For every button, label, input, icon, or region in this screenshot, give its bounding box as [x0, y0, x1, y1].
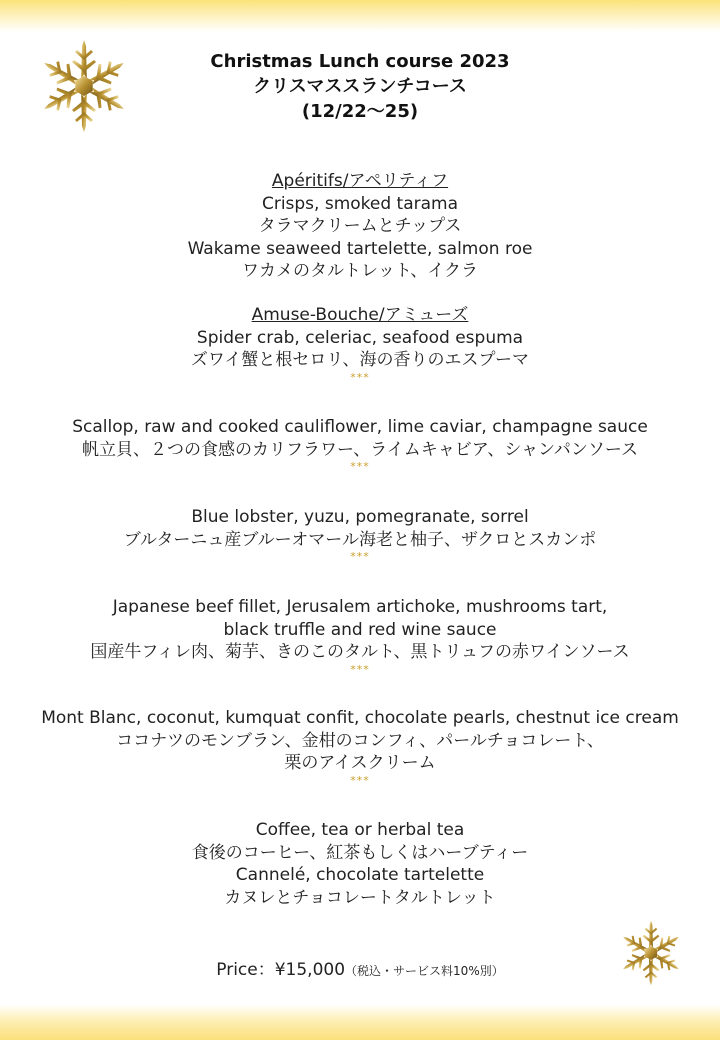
course-scallop — [0, 416, 720, 473]
price-line — [0, 955, 720, 980]
price-note: （税込・サービス料10%別） — [345, 964, 504, 978]
separator-stars: *** — [350, 662, 370, 676]
menu-line: Spider crab, celeriac, seafood espuma — [196, 327, 524, 348]
bottom-gold-band — [0, 1004, 720, 1040]
aperitifs-section — [0, 170, 720, 283]
menu-line: Cannelé, chocolate tartelette — [235, 865, 485, 885]
price-label: Price：¥15,000 — [216, 960, 346, 980]
menu-line: ココナツのモンブラン、金柑のコンフィ、パールチョコレート、 — [116, 730, 604, 751]
top-gold-band — [0, 0, 720, 32]
menu-line: black truffle and red wine sauce — [223, 619, 497, 640]
menu-title — [0, 49, 720, 124]
menu-line: カヌレとチョコレートタルトレット — [224, 887, 496, 908]
finish-section — [0, 819, 720, 909]
course-dessert — [0, 707, 720, 787]
title-english: Christmas Lunch course 2023 — [210, 51, 510, 72]
menu-line: 食後のコーヒー、紅茶もしくはハーブティー — [191, 842, 529, 863]
menu-line: 国産牛フィレ肉、菊芋、きのこのタルト、黒トリュフの赤ワインソース — [90, 642, 630, 662]
aperitifs-heading: Apéritifs/アペリティフ — [271, 171, 449, 191]
menu-line: Japanese beef fillet, Jerusalem artichoke, mushrooms tart, — [112, 597, 608, 617]
title-japanese: クリスマススランチコース — [253, 76, 467, 97]
menu-line: Wakame seaweed tartelette, salmon roe — [187, 238, 533, 259]
separator-stars: *** — [350, 550, 370, 563]
menu-line: Coffee, tea or herbal tea — [255, 820, 465, 840]
menu-line: タラマクリームとチップス — [258, 216, 462, 236]
amuse-section — [0, 304, 720, 384]
amuse-heading: Amuse-Bouche/アミューズ — [251, 305, 469, 325]
menu-line: Mont Blanc, coconut, kumquat confit, chocolate pearls, chestnut ice cream — [41, 708, 679, 728]
menu-line: ワカメのタルトレット、イクラ — [242, 261, 478, 281]
course-beef — [0, 596, 720, 676]
menu-line: Blue lobster, yuzu, pomegranate, sorrel — [191, 507, 529, 527]
separator-stars: *** — [350, 370, 370, 384]
course-lobster — [0, 506, 720, 563]
menu-line: ズワイ蟹と根セロリ、海の香りのエスプーマ — [190, 350, 530, 370]
title-dates: (12/22～25) — [301, 101, 419, 122]
separator-stars: *** — [350, 773, 370, 787]
menu-line: Scallop, raw and cooked cauliflower, lime caviar, champagne sauce — [72, 417, 648, 437]
menu-line: Crisps, smoked tarama — [261, 193, 459, 214]
menu-line: ブルターニュ産ブルーオマール海老と柚子、ザクロとスカンポ — [123, 529, 597, 550]
menu-line: 栗のアイスクリーム — [284, 753, 436, 773]
menu-line: 帆立貝、２つの食感のカリフラワー、ライムキャビア、シャンパンソース — [81, 439, 639, 460]
separator-stars: *** — [350, 460, 370, 473]
